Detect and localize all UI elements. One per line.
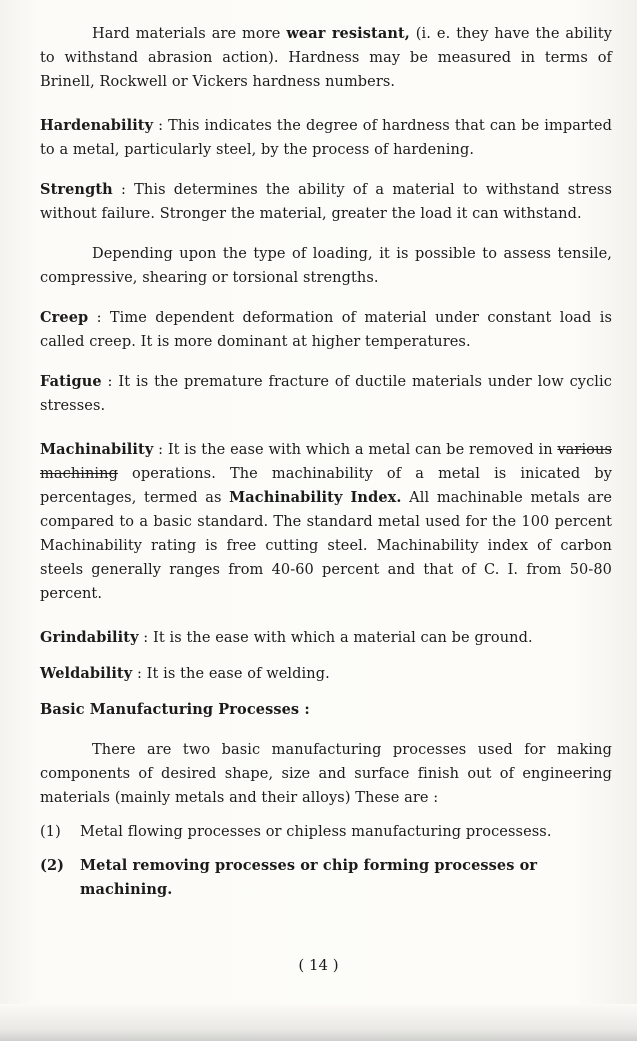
strength-definition: This determines the ability of a material to withstand stress without failure. Stronger the material, greater the load it can withstand. (40, 182, 612, 222)
machinability-definition: It is the ease with which a metal can be removed in (167, 442, 558, 458)
loading-text: Depending upon the type of loading, it is possible to assess tensile, compressive, shearing or torsional strengths. (40, 246, 612, 286)
term-separator: : (153, 442, 168, 458)
grindability-definition: It is the ease with which a material can be ground. (153, 630, 533, 646)
section-heading: Basic Manufacturing Processes : (40, 701, 310, 718)
weldability-term: Weldability (40, 665, 133, 682)
page-body (40, 22, 612, 902)
machinability-definition-cont: operations. The machinability of a metal is inicated by percentages, termed as (40, 466, 612, 506)
intro-text-cont: (i. e. they have the ability to withstand abrasion action). Hardness may be measured in terms of Brinell, Rockwell or Vickers hardness numbers. (40, 26, 612, 90)
machinability-definition-end: All machinable metals are compared to a basic standard. The standard metal used for the 100 percent Machinability rating is free cutting steel. Machinability index of carbon steels generally ranges from 40-60 percent and that of C. I. from 50-80 percent. (40, 490, 613, 602)
intro-text: Hard materials are more (92, 26, 287, 42)
machinability-index-term: Machinability Index. (229, 489, 402, 506)
list-number: (1) (40, 824, 61, 840)
hardenability-definition: This indicates the degree of hardness that can be imparted to a metal, particularly steel, by the process of hardening. (40, 118, 612, 158)
strength-paragraph (40, 178, 612, 226)
hardenability-term: Hardenability (40, 117, 154, 134)
weldability-definition: It is the ease of welding. (146, 666, 330, 682)
hardenability-paragraph (40, 114, 612, 162)
term-separator: : (132, 666, 147, 682)
fatigue-paragraph (40, 370, 612, 418)
machinability-paragraph (40, 438, 612, 606)
list-text: Metal flowing processes or chipless manufacturing processess. (80, 824, 552, 840)
page-bottom-shadow (0, 1004, 637, 1041)
grindability-paragraph (40, 626, 612, 650)
term-separator: : (112, 182, 135, 198)
term-separator: : (88, 310, 110, 326)
fatigue-term: Fatigue (40, 373, 102, 390)
page-number: ( 14 ) (298, 956, 339, 974)
creep-term: Creep (40, 309, 89, 326)
term-separator: : (153, 118, 169, 134)
intro-bold-term: wear resistant, (286, 25, 410, 42)
loading-paragraph (40, 242, 612, 290)
list-item (40, 820, 612, 844)
machinability-term: Machinability (40, 441, 154, 458)
struck-text: various machining (40, 442, 612, 482)
grindability-term: Grindability (40, 629, 139, 646)
list-number: (2) (40, 857, 65, 874)
term-separator: : (101, 374, 119, 390)
processes-intro-paragraph: There are two basic manufacturing processes used for making components of desired shape, size and surface finish out of engineering materials (mainly metals and their alloys) These are : (40, 742, 612, 806)
weldability-paragraph (40, 662, 612, 686)
creep-definition: Time dependent deformation of material under constant load is called creep. It is more dominant at higher temperatures. (40, 310, 612, 350)
list-text: Metal removing processes or chip forming processes or machining. (80, 857, 538, 898)
fatigue-definition: It is the premature fracture of ductile materials under low cyclic stresses. (40, 374, 612, 414)
intro-paragraph (40, 22, 612, 94)
strength-term: Strength (40, 181, 113, 198)
term-separator: : (138, 630, 153, 646)
list-item (40, 854, 612, 902)
creep-paragraph (40, 306, 612, 354)
